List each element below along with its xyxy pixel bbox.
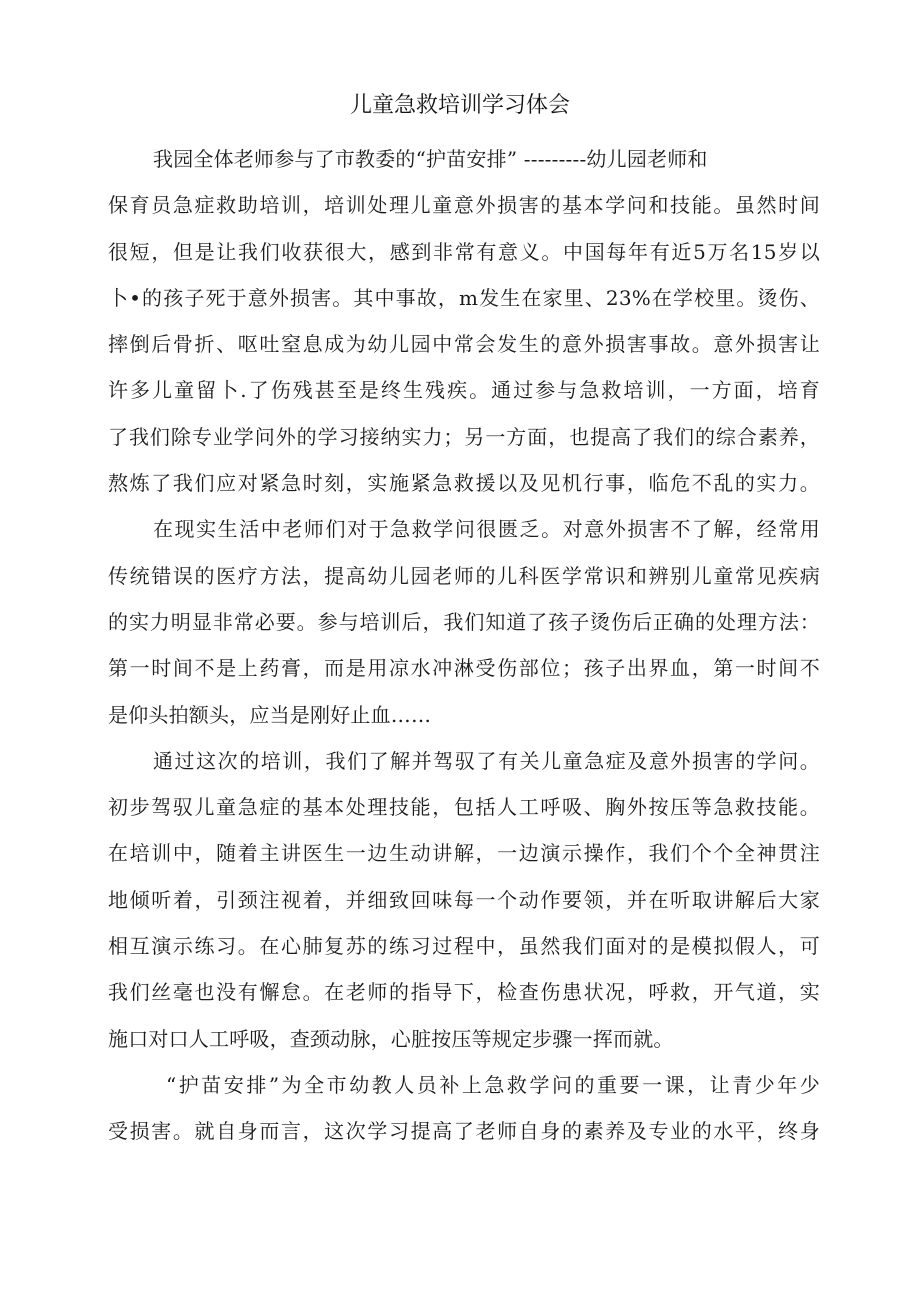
paragraph-line: 很短，但是让我们收获很大，感到非常有意义。中国每年有近5万名15岁以 <box>108 239 820 264</box>
paragraph-line: 的实力明显非常必要。参与培训后，我们知道了孩子烫伤后正确的处理方法： <box>108 609 820 634</box>
document-title: 儿童急救培训学习体会 <box>349 93 570 118</box>
paragraph-line: 在现实生活中老师们对于急救学问很匮乏。对意外损害不了解，经常用 <box>153 517 820 542</box>
paragraph-line: 初步驾驭儿童急症的基本处理技能，包括人工呼吸、胸外按压等急救技能。 <box>108 795 820 820</box>
paragraph-line: 相互演示练习。在心肺复苏的练习过程中，虽然我们面对的是模拟假人，可 <box>108 934 820 959</box>
paragraph-line: 施口对口人工呼吸，查颈动脉，心脏按压等规定步骤一挥而就。 <box>108 1026 674 1051</box>
paragraph-line: 地倾听着，引颈注视着，并细致回味每一个动作要领，并在听取讲解后大家 <box>108 887 820 912</box>
document-body <box>108 136 820 1155</box>
paragraph-line: 卜•的孩子死于意外损害。其中事故，m发生在家里、23%在学校里。烫伤、 <box>108 285 820 310</box>
paragraph-line: 许多儿童留卜.了伤残甚至是终生残疾。通过参与急救培训，一方面，培育 <box>108 378 820 403</box>
paragraph-line: 我园全体老师参与了市教委的“护苗安排” ---------幼儿园老师和 <box>153 147 708 171</box>
paragraph-line: 受损害。就自身而言，这次学习提高了老师自身的素养及专业的水平，终身 <box>108 1119 820 1144</box>
paragraph-line: 第一时间不是上药膏，而是用凉水冲淋受伤部位；孩子出界血，第一时间不 <box>108 656 820 681</box>
paragraph-line: 传统错误的医疗方法，提高幼儿园老师的儿科医学常识和辨别儿童常见疾病 <box>108 563 820 588</box>
paragraph-line: 保育员急症救助培训，培训处理儿童意外损害的基本学问和技能。虽然时间 <box>108 193 820 218</box>
paragraph-line: 是仰头拍额头，应当是刚好止血…… <box>108 702 432 727</box>
paragraph-line: 通过这次的培训，我们了解并驾驭了有关儿童急症及意外损害的学问。 <box>153 748 820 773</box>
paragraph-line: 摔倒后骨折、呕吐窒息成为幼儿园中常会发生的意外损害事故。意外损害让 <box>108 332 820 357</box>
paragraph-line: 我们丝毫也没有懈怠。在老师的指导下，检查伤患状况，呼救，开气道，实 <box>108 980 820 1005</box>
paragraph-line: 熬炼了我们应对紧急时刻，实施紧急救援以及见机行事，临危不乱的实力。 <box>108 471 820 496</box>
paragraph-line: “护苗安排”为全市幼教人员补上急救学问的重要一课，让青少年少 <box>166 1072 820 1097</box>
paragraph-line: 在培训中，随着主讲医生一边生动讲解，一边演示操作，我们个个全神贯注 <box>108 841 820 866</box>
paragraph-line: 了我们除专业学问外的学习接纳实力；另一方面，也提高了我们的综合素养， <box>108 424 820 449</box>
